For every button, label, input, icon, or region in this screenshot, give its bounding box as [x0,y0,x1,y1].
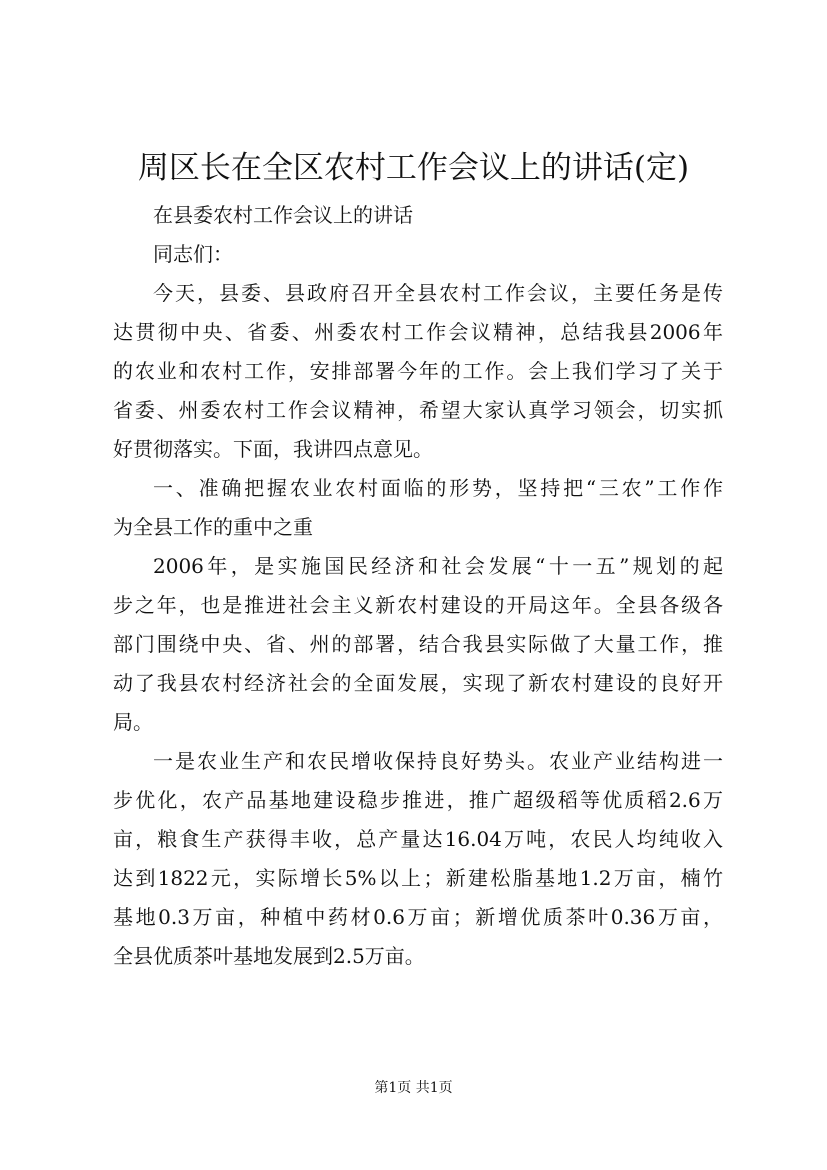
body-line: 为全县工作的重中之重 [113,515,313,539]
body-line: 达到1822元，实际增长5%以上；新建松脂基地1.2万亩，楠竹 [113,866,723,890]
body-line: 基地0.3万亩，种植中药材0.6万亩；新增优质茶叶0.36万亩， [113,905,723,929]
body-line: 在县委农村工作会议上的讲话 [153,203,413,227]
body-line: 好贯彻落实。下面，我讲四点意见。 [113,437,433,461]
body-line: 亩，粮食生产获得丰收，总产量达16.04万吨，农民人均纯收入 [113,827,723,851]
body-line: 一是农业生产和农民增收保持良好势头。农业产业结构进一 [153,749,723,773]
body-line: 达贯彻中央、省委、州委农村工作会议精神，总结我县2006年 [113,320,723,344]
page-footer: 第1页 共1页 [374,1080,453,1096]
body-line: 全县优质茶叶基地发展到2.5万亩。 [113,944,425,968]
document-title: 周区长在全区农村工作会议上的讲话(定) [137,150,690,186]
body-line: 今天，县委、县政府召开全县农村工作会议，主要任务是传 [153,281,723,305]
body-line: 部门围绕中央、省、州的部署，结合我县实际做了大量工作，推 [113,632,723,656]
body-line: 同志们： [153,242,233,266]
body-line: 省委、州委农村工作会议精神，希望大家认真学习领会，切实抓 [113,398,723,422]
body-line: 步优化，农产品基地建设稳步推进，推广超级稻等优质稻2.6万 [113,788,723,812]
document-body [113,196,723,976]
body-line: 一、准确把握农业农村面临的形势，坚持把“三农”工作作 [153,476,723,500]
body-line: 步之年，也是推进社会主义新农村建设的开局这年。全县各级各 [113,593,723,617]
body-line: 的农业和农村工作，安排部署今年的工作。会上我们学习了关于 [113,359,723,383]
body-line: 2006年，是实施国民经济和社会发展“十一五”规划的起 [153,554,723,578]
body-line: 动了我县农村经济社会的全面发展，实现了新农村建设的良好开 [113,671,723,695]
body-line: 局。 [113,710,153,734]
